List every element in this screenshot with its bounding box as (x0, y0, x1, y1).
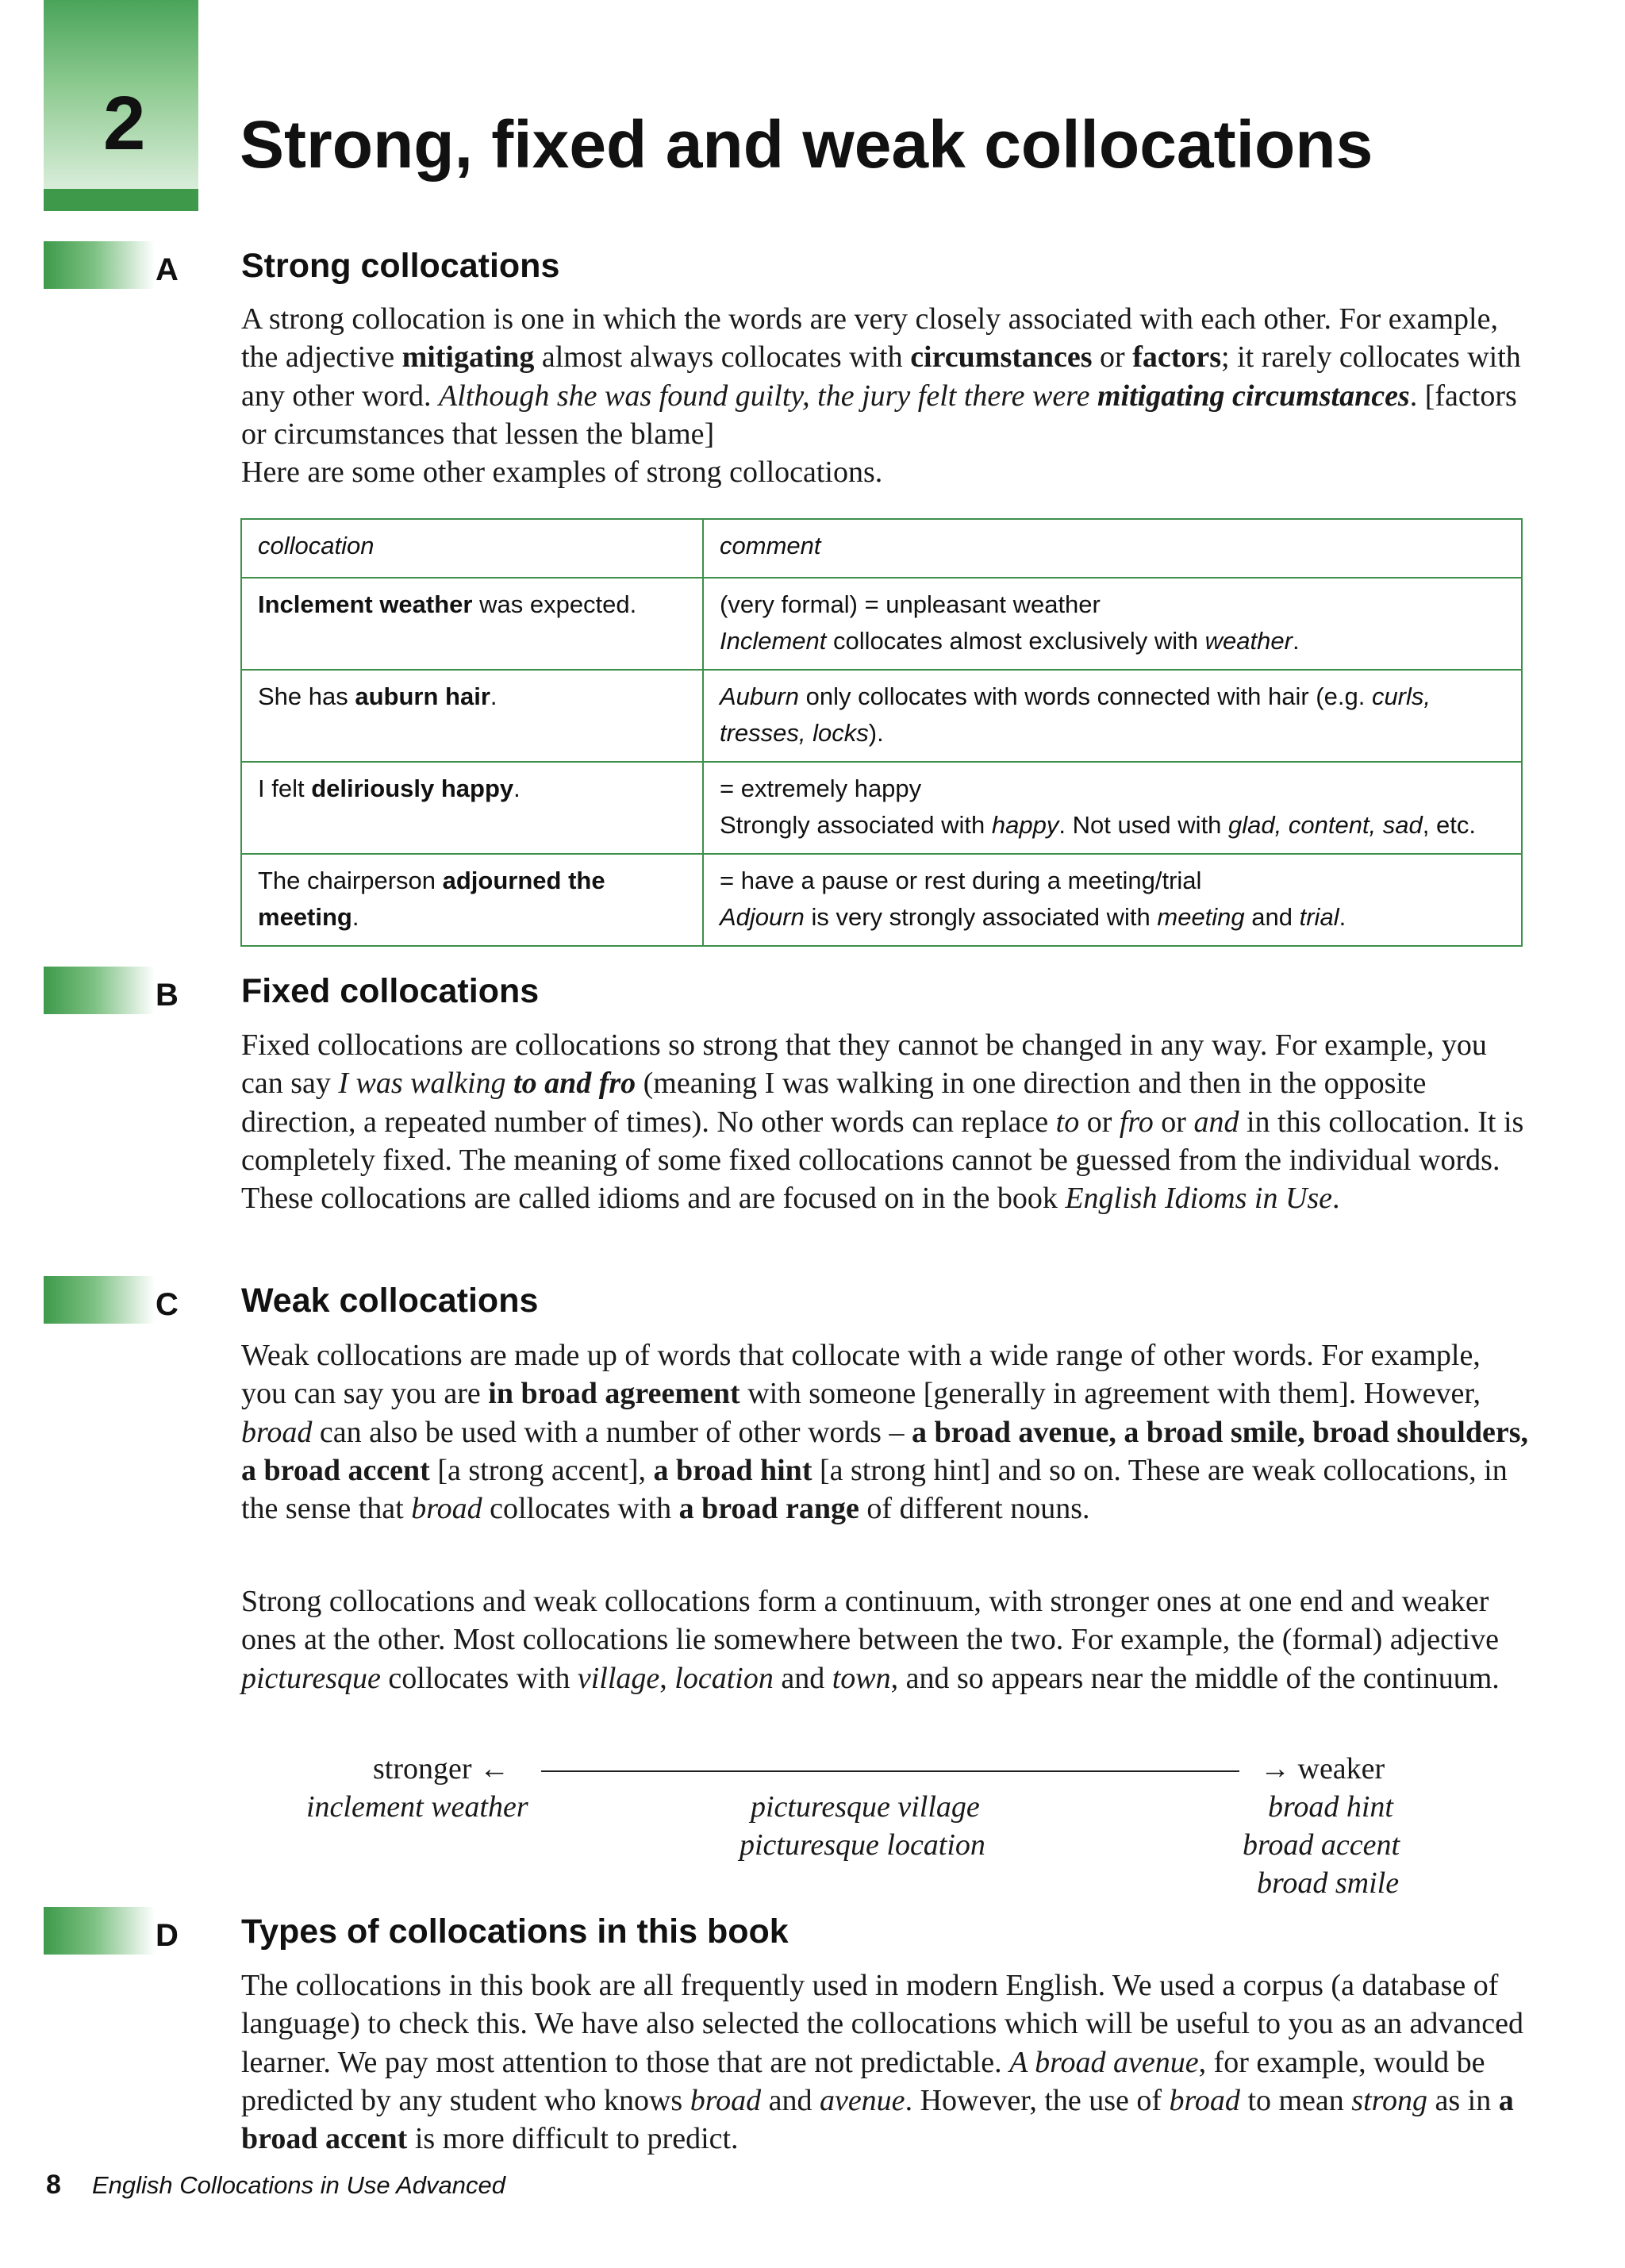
text: only collocates with words connected with hair (e.g. (798, 682, 1372, 710)
page-number: 8 (46, 2170, 61, 2200)
text: of different nouns. (859, 1492, 1090, 1526)
italic-term: curls, tresses, locks (720, 682, 1431, 747)
text: . (1332, 1182, 1340, 1216)
text: in this collocation. It is completely fixed. The meaning of some fixed collocations cannot be guessed from the individual words. These collocations are called idioms and are focused on in the book (241, 1105, 1524, 1216)
italic-term: Auburn (720, 682, 799, 710)
text: ). (868, 719, 884, 747)
text: A strong collocation is one in which the words are very closely associated with each other. For example, the adjective (241, 302, 1498, 375)
bold-term: adjourned the meeting (258, 867, 605, 931)
section-heading-d: Types of collocations in this book (241, 1912, 789, 1951)
italic-term: happy (991, 811, 1059, 839)
text: Here are some other examples of strong collocations. (241, 456, 883, 490)
text: Strongly associated with (720, 811, 992, 839)
text: and (761, 2083, 820, 2117)
italic-term: broad (411, 1492, 482, 1526)
text: (meaning I was walking in one direction and then in the opposite direction, a repeated number of times). No other words can replace (241, 1067, 1427, 1139)
book-title: English Idioms in Use (1065, 1182, 1333, 1216)
text: almost always collocates with (534, 340, 911, 375)
arrow-left-icon: ← (479, 1752, 510, 1786)
continuum-weak-example: broad accent (1243, 1828, 1400, 1862)
text: and (773, 1661, 832, 1695)
section-d-paragraph (241, 1966, 1531, 2158)
italic-term: Adjourn (720, 903, 805, 931)
collocation-cell (241, 762, 703, 854)
header-comment: comment (703, 519, 1522, 578)
arrow-right-icon: → (1260, 1752, 1290, 1786)
section-letter-b: B (156, 978, 179, 1013)
collocation-cell (241, 670, 703, 762)
section-marker-d (44, 1907, 155, 1955)
section-marker-a (44, 241, 155, 289)
italic-term: fro (1119, 1105, 1154, 1139)
section-letter-d: D (156, 1918, 179, 1953)
collocation-continuum (0, 1750, 1625, 1909)
italic-term: and (1193, 1105, 1239, 1139)
italic-term: location (674, 1661, 774, 1695)
text: . (352, 903, 359, 931)
example-sentence: Although she was found guilty, the jury felt there were (439, 379, 1097, 413)
text: , etc. (1422, 811, 1476, 839)
unit-underline-bar (44, 189, 198, 211)
text: was expected. (472, 590, 637, 618)
example-sentence: I was walking (338, 1067, 514, 1101)
comment-cell (703, 762, 1522, 854)
italic-term: glad, content, sad (1228, 811, 1423, 839)
continuum-weak-example: broad smile (1257, 1866, 1400, 1900)
section-a-paragraph (241, 300, 1531, 491)
section-c-paragraph-2 (241, 1582, 1531, 1697)
section-letter-a: A (156, 252, 179, 287)
table-row (241, 762, 1522, 854)
continuum-middle-example: picturesque location (740, 1828, 985, 1862)
section-marker-c (44, 1276, 155, 1324)
section-c-paragraph-1 (241, 1336, 1531, 1528)
text: is very strongly associated with (804, 903, 1158, 931)
text: . (490, 682, 497, 710)
italic-term: broad (690, 2083, 762, 2117)
continuum-weaker (1260, 1750, 1385, 1788)
text: or (1092, 340, 1133, 375)
text: I felt (258, 775, 312, 802)
italic-term: broad (241, 1415, 313, 1449)
bold-term: a broad avenue, a broad smile, broad shoulders, a broad accent (241, 1415, 1529, 1487)
section-marker-b (44, 967, 155, 1014)
table-header-row (241, 519, 1522, 578)
text: and (1244, 903, 1300, 931)
text: can also be used with a number of other words – (312, 1415, 912, 1449)
italic-term: weather (1204, 627, 1293, 655)
footer-book-title: English Collocations in Use Advanced (92, 2171, 505, 2199)
text: (very formal) = unpleasant weather (720, 590, 1101, 618)
italic-term: meeting (1157, 903, 1245, 931)
text: with someone [generally in agreement with them]. However, (740, 1377, 1481, 1411)
continuum-middle-example: picturesque village (751, 1790, 980, 1824)
italic-term: town (832, 1661, 891, 1695)
bold-term: mitigating (401, 340, 535, 375)
bold-term: factors (1132, 340, 1222, 375)
collocation-cell (241, 854, 703, 946)
unit-number: 2 (103, 81, 146, 166)
italic-term: Inclement (720, 627, 827, 655)
bold-term: in broad agreement (488, 1377, 740, 1411)
continuum-stronger (373, 1750, 509, 1788)
bold-term: Inclement weather (258, 590, 473, 618)
text: = extremely happy (720, 775, 922, 802)
bold-term: circumstances (910, 340, 1093, 375)
bold-term: a broad range (678, 1492, 859, 1526)
text: as in (1427, 2083, 1499, 2117)
italic-term: avenue (819, 2083, 905, 2117)
bold-term: a broad hint (653, 1453, 812, 1487)
text: [a strong accent], (429, 1453, 654, 1487)
section-b-paragraph (241, 1026, 1531, 1217)
continuum-line (541, 1770, 1239, 1772)
table-row (241, 670, 1522, 762)
italic-term: village (577, 1661, 660, 1695)
text: She has (258, 682, 355, 710)
table-row (241, 854, 1522, 946)
text: [a strong hint] and so on. These are weak collocations, in the sense that (241, 1453, 1508, 1526)
example-term: to and fro (513, 1067, 636, 1101)
italic-term: broad (1169, 2083, 1240, 2117)
collocation-table (240, 518, 1523, 947)
header-collocation: collocation (241, 519, 703, 578)
bold-term: a broad accent (241, 2083, 1514, 2156)
text: . [factors or circumstances that lessen the blame] (241, 379, 1517, 451)
example-term: mitigating circumstances (1097, 379, 1410, 413)
italic-term: strong (1351, 2083, 1428, 2117)
italic-term: trial (1299, 903, 1339, 931)
text: ; it rarely collocates with any other word. (241, 340, 1521, 413)
text: . (1339, 903, 1346, 931)
continuum-weak-example: broad hint (1268, 1790, 1393, 1824)
italic-term: picturesque (241, 1661, 381, 1695)
bold-term: auburn hair (355, 682, 490, 710)
text: collocates almost exclusively with (826, 627, 1205, 655)
collocation-cell (241, 578, 703, 670)
text: Fixed collocations are collocations so strong that they cannot be changed in any way. For example, you can say (241, 1028, 1487, 1101)
table-row (241, 578, 1522, 670)
text: or (1079, 1105, 1120, 1139)
text: . (1292, 627, 1300, 655)
section-heading-a: Strong collocations (241, 247, 560, 285)
italic-term: to (1055, 1105, 1080, 1139)
section-heading-b: Fixed collocations (241, 972, 540, 1010)
text: The chairperson (258, 867, 443, 894)
text: is more difficult to predict. (407, 2122, 739, 2156)
comment-cell (703, 854, 1522, 946)
section-heading-c: Weak collocations (241, 1282, 539, 1320)
stronger-label: stronger (373, 1752, 472, 1786)
text: = have a pause or rest during a meeting/trial (720, 867, 1202, 894)
text: collocates with (482, 1492, 679, 1526)
text: collocates with (380, 1661, 578, 1695)
comment-cell (703, 578, 1522, 670)
text: Weak collocations are made up of words that collocate with a wide range of other words. For example, you can say you are (241, 1339, 1481, 1411)
text: . Not used with (1058, 811, 1229, 839)
page-title: Strong, fixed and weak collocations (240, 107, 1373, 182)
bold-term: deliriously happy (311, 775, 514, 802)
weaker-label: weaker (1297, 1752, 1385, 1786)
text: or (1153, 1105, 1194, 1139)
section-letter-c: C (156, 1287, 179, 1322)
text: The collocations in this book are all frequently used in modern English. We used a corpus (a database of language) to check this. We have also selected the collocations which will be useful to you as an advanced learner. We pay most attention to those that are not predictable. (241, 1969, 1523, 2079)
comment-cell (703, 670, 1522, 762)
text: , (659, 1661, 675, 1695)
text: to mean (1239, 2083, 1352, 2117)
text: , for example, would be predicted by any student who knows (241, 2045, 1485, 2117)
text: Strong collocations and weak collocations form a continuum, with stronger ones at one end and weaker ones at the other. Most collocations lie somewhere between the two. For example, the (formal) adjective (241, 1585, 1499, 1657)
italic-term: A broad avenue (1009, 2045, 1199, 2079)
text: , and so appears near the middle of the continuum. (890, 1661, 1500, 1695)
continuum-strong-example: inclement weather (306, 1790, 528, 1824)
text: . (513, 775, 521, 802)
text: . However, the use of (905, 2083, 1170, 2117)
